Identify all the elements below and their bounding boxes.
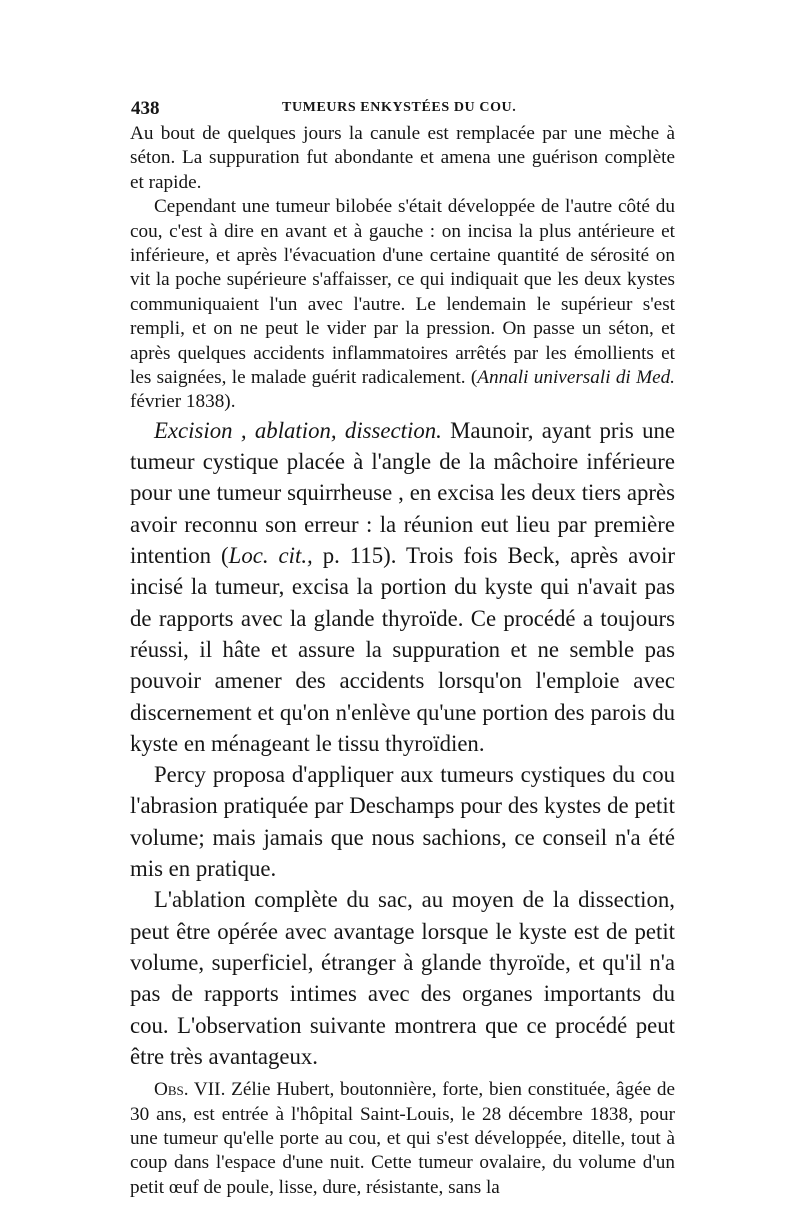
paragraph-text: Maunoir, ayant pris une tumeur cystique placée à l'angle de la mâchoire inférieure pour une tumeur squirrheuse , en excisa les deux tiers après avoir reconnu son erreur : la réunion eut lieu par première intention ( (130, 417, 675, 569)
observation-paragraph (130, 1078, 675, 1200)
observation-label: Obs. VII. (154, 1079, 226, 1101)
observation-text: Zélie Hubert, boutonnière, forte, bien constituée, âgée de 30 ans, est entrée à l'hôpital Saint-Louis, le 28 décembre 1838, pour une tumeur qu'elle porte au cou, et qui s'est développée, ditelle, tout à coup dans l'espace d'une nuit. Cette tumeur ovalaire, du volume d'un petit œuf de poule, lisse, dure, résistante, sans la (130, 1079, 676, 1198)
citation-reference: Loc. cit., (228, 543, 313, 569)
paragraph-tumeur-bilobee (130, 195, 675, 415)
book-page (130, 96, 675, 1200)
section-heading: Excision , ablation, dissection. (154, 417, 442, 443)
citation-reference: Annali universali di Med. (477, 367, 675, 389)
paragraph-canule: Au bout de quelques jours la canule est remplacée par une mèche à séton. La suppuration fut abondante et amena une guérison complète et rapide. (130, 123, 675, 193)
page-number: 438 (131, 98, 160, 119)
paragraph-ablation: L'ablation complète du sac, au moyen de la dissection, peut être opérée avec avantage lorsque le kyste est de petit volume, superficiel, étranger à glande thyroïde, et qu'il n'a pas de rapports intimes avec des organes importants du cou. L'observation suivante montrera que ce procédé peut être très avantageux. (130, 887, 675, 1069)
running-title: TUMEURS ENKYSTÉES DU COU. (282, 100, 517, 115)
paragraph-text: Cependant une tumeur bilobée s'était développée de l'autre côté du cou, c'est à dire en avant et à gauche : on incisa la plus antérieure et inférieure, et après l'évacuation d'une certaine quantité de sérosité on vit la poche supérieure s'affaisser, ce qui indiquait que les deux kystes communiquaient l'un avec l'autre. Le lendemain le supérieur s'est rempli, et on ne peut le vider par la pression. On passe un séton, et après quelques accidents inflammatoires arrêtés par les émollients et les saignées, le malade guérit radicalement. ( (130, 196, 675, 389)
citation-date: février 1838). (130, 391, 236, 413)
paragraph-text-continued: p. 115). Trois fois Beck, après avoir incisé la tumeur, excisa la portion du kyste qui n'avait pas de rapports avec la glande thyroïde. Ce procédé a toujours réussi, il hâte et assure la suppuration et ne semble pas pouvoir amener des accidents lorsqu'on l'emploie avec discernement et qu'on n'enlève qu'une portion des parois du kyste en ménageant le tissu thyroïdien. (130, 543, 675, 756)
paragraph-percy: Percy proposa d'appliquer aux tumeurs cystiques du cou l'abrasion pratiquée par Deschamps pour des kystes de petit volume; mais jamais que nous sachions, ce conseil n'a été mis en pratique. (130, 762, 675, 882)
paragraph-excision (130, 415, 675, 759)
running-header (130, 96, 675, 122)
